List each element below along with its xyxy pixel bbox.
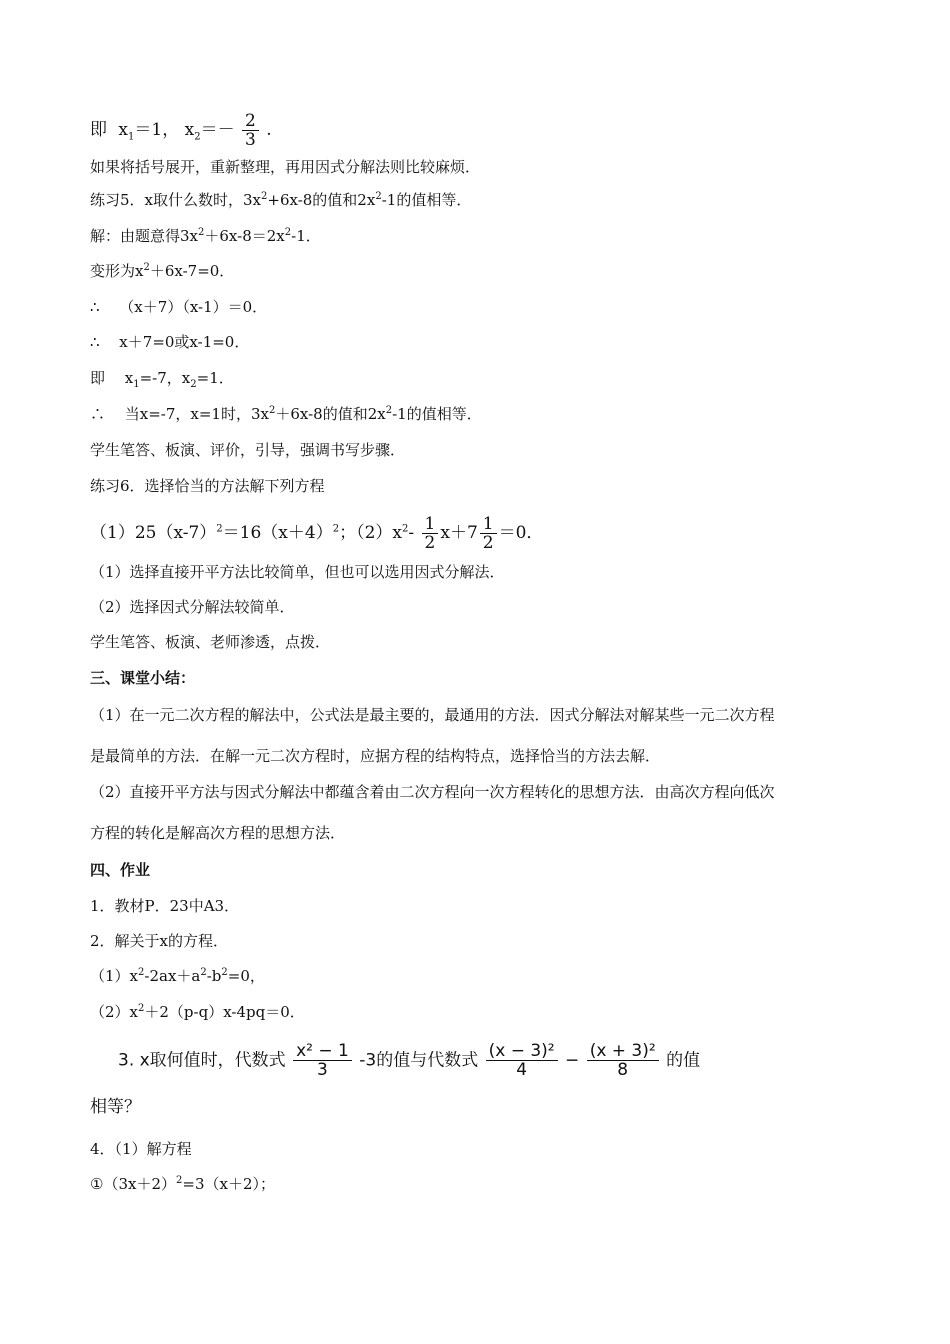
fraction: $\frac{1}{2}$ bbox=[422, 515, 439, 552]
x2-term: $x_2=-$ bbox=[184, 120, 235, 143]
equation-line: $(1)25(x-7)^2=16(x+4)^2$；$(2)x^2-$ $\frac{1}{2}$ x＋7 $\frac{1}{2}$ ＝0． bbox=[90, 514, 544, 553]
fraction: $\frac{1}{2}$ bbox=[480, 515, 497, 552]
homework-item-3: 3. x取何值时，代数式 $\frac{\text{x² − 1}}{3}$ -3的值与代数式 $\frac{\text{(x − 3)²}}{4}$ − $\frac{\text{(x + 3)²}}{8}$ 的值 bbox=[118, 1041, 701, 1080]
fraction: $\frac{\text{x² − 1}}{3}$ bbox=[293, 1042, 352, 1079]
x1-term: $x_1=1$， bbox=[118, 120, 180, 143]
homework-item: $(1)x^2-2ax+a^2-b^2=0$， bbox=[90, 967, 265, 985]
fraction: $\frac{\text{(x + 3)²}}{8}$ bbox=[587, 1042, 659, 1079]
paragraph: （2）直接开平方法与因式分解法中都蕴含着由二次方程向一次方程转化的思想方法．由高次方程向低次 bbox=[90, 783, 775, 801]
paragraph: 如果将括号展开，重新整理，再用因式分解法则比较麻烦． bbox=[90, 158, 481, 176]
solution-line: ∴ （x＋7）（x-1）＝0． bbox=[90, 298, 268, 316]
paragraph: （1）在一元二次方程的解法中，公式法是最主要的，最通用的方法．因式分解法对解某些一元二次方程 bbox=[90, 706, 775, 724]
homework-item: $(2)x^2+2(p-q)x-4pq=0$． bbox=[90, 1003, 305, 1021]
solution-line: 变形为$x^2+6x-7=0$． bbox=[90, 262, 235, 280]
paragraph: （2）选择因式分解法较简单． bbox=[90, 598, 295, 616]
section-heading: 三、课堂小结： bbox=[90, 669, 196, 687]
paragraph: 方程的转化是解高次方程的思想方法． bbox=[90, 824, 346, 842]
solution-line: ∴ x＋7=0或x-1=0． bbox=[90, 333, 250, 351]
exercise-6: 练习6．选择恰当的方法解下列方程 bbox=[90, 477, 325, 495]
homework-item: 4．（1）解方程 bbox=[90, 1140, 192, 1158]
paragraph: 相等？ bbox=[90, 1097, 141, 1117]
solution-line: 即 $x_1=-7$，$x_2=1$． bbox=[90, 369, 234, 390]
text: 即 bbox=[90, 120, 107, 140]
fraction: $\frac{\text{(x − 3)²}}{4}$ bbox=[486, 1042, 558, 1079]
homework-item: 1．教材P．23中A3． bbox=[90, 897, 240, 915]
section-heading: 四、作业 bbox=[90, 861, 151, 879]
paragraph: 学生笔答、板演、评价，引导，强调书写步骤． bbox=[90, 441, 406, 459]
solution-line: ∴ 当x=-7，x=1时，$3x^2+6x-8$的值和$2x^2-1$的值相等． bbox=[90, 405, 482, 423]
homework-item: 2．解关于x的方程． bbox=[90, 932, 229, 950]
solution-line: 解：由题意得$3x^2+6x-8=2x^2-1$． bbox=[90, 227, 321, 245]
homework-item: $①(3x+2)^2=3(x+2)$； bbox=[90, 1175, 275, 1193]
fraction: $\frac{2}{3}$ bbox=[242, 112, 259, 149]
paragraph: （1）选择直接开平方法比较简单，但也可以选用因式分解法． bbox=[90, 563, 505, 581]
paragraph: 学生笔答、板演、老师渗透，点拨． bbox=[90, 633, 331, 651]
solution-result-line: 即 $x_1=1$， $x_2=-$ $\frac{2}{3}$ . bbox=[90, 111, 272, 150]
exercise-5: 练习5．x取什么数时，$3x^2+6x-8$的值和$2x^2-1$的值相等． bbox=[90, 191, 472, 209]
paragraph: 是最简单的方法．在解一元二次方程时，应据方程的结构特点，选择恰当的方法去解． bbox=[90, 747, 661, 765]
